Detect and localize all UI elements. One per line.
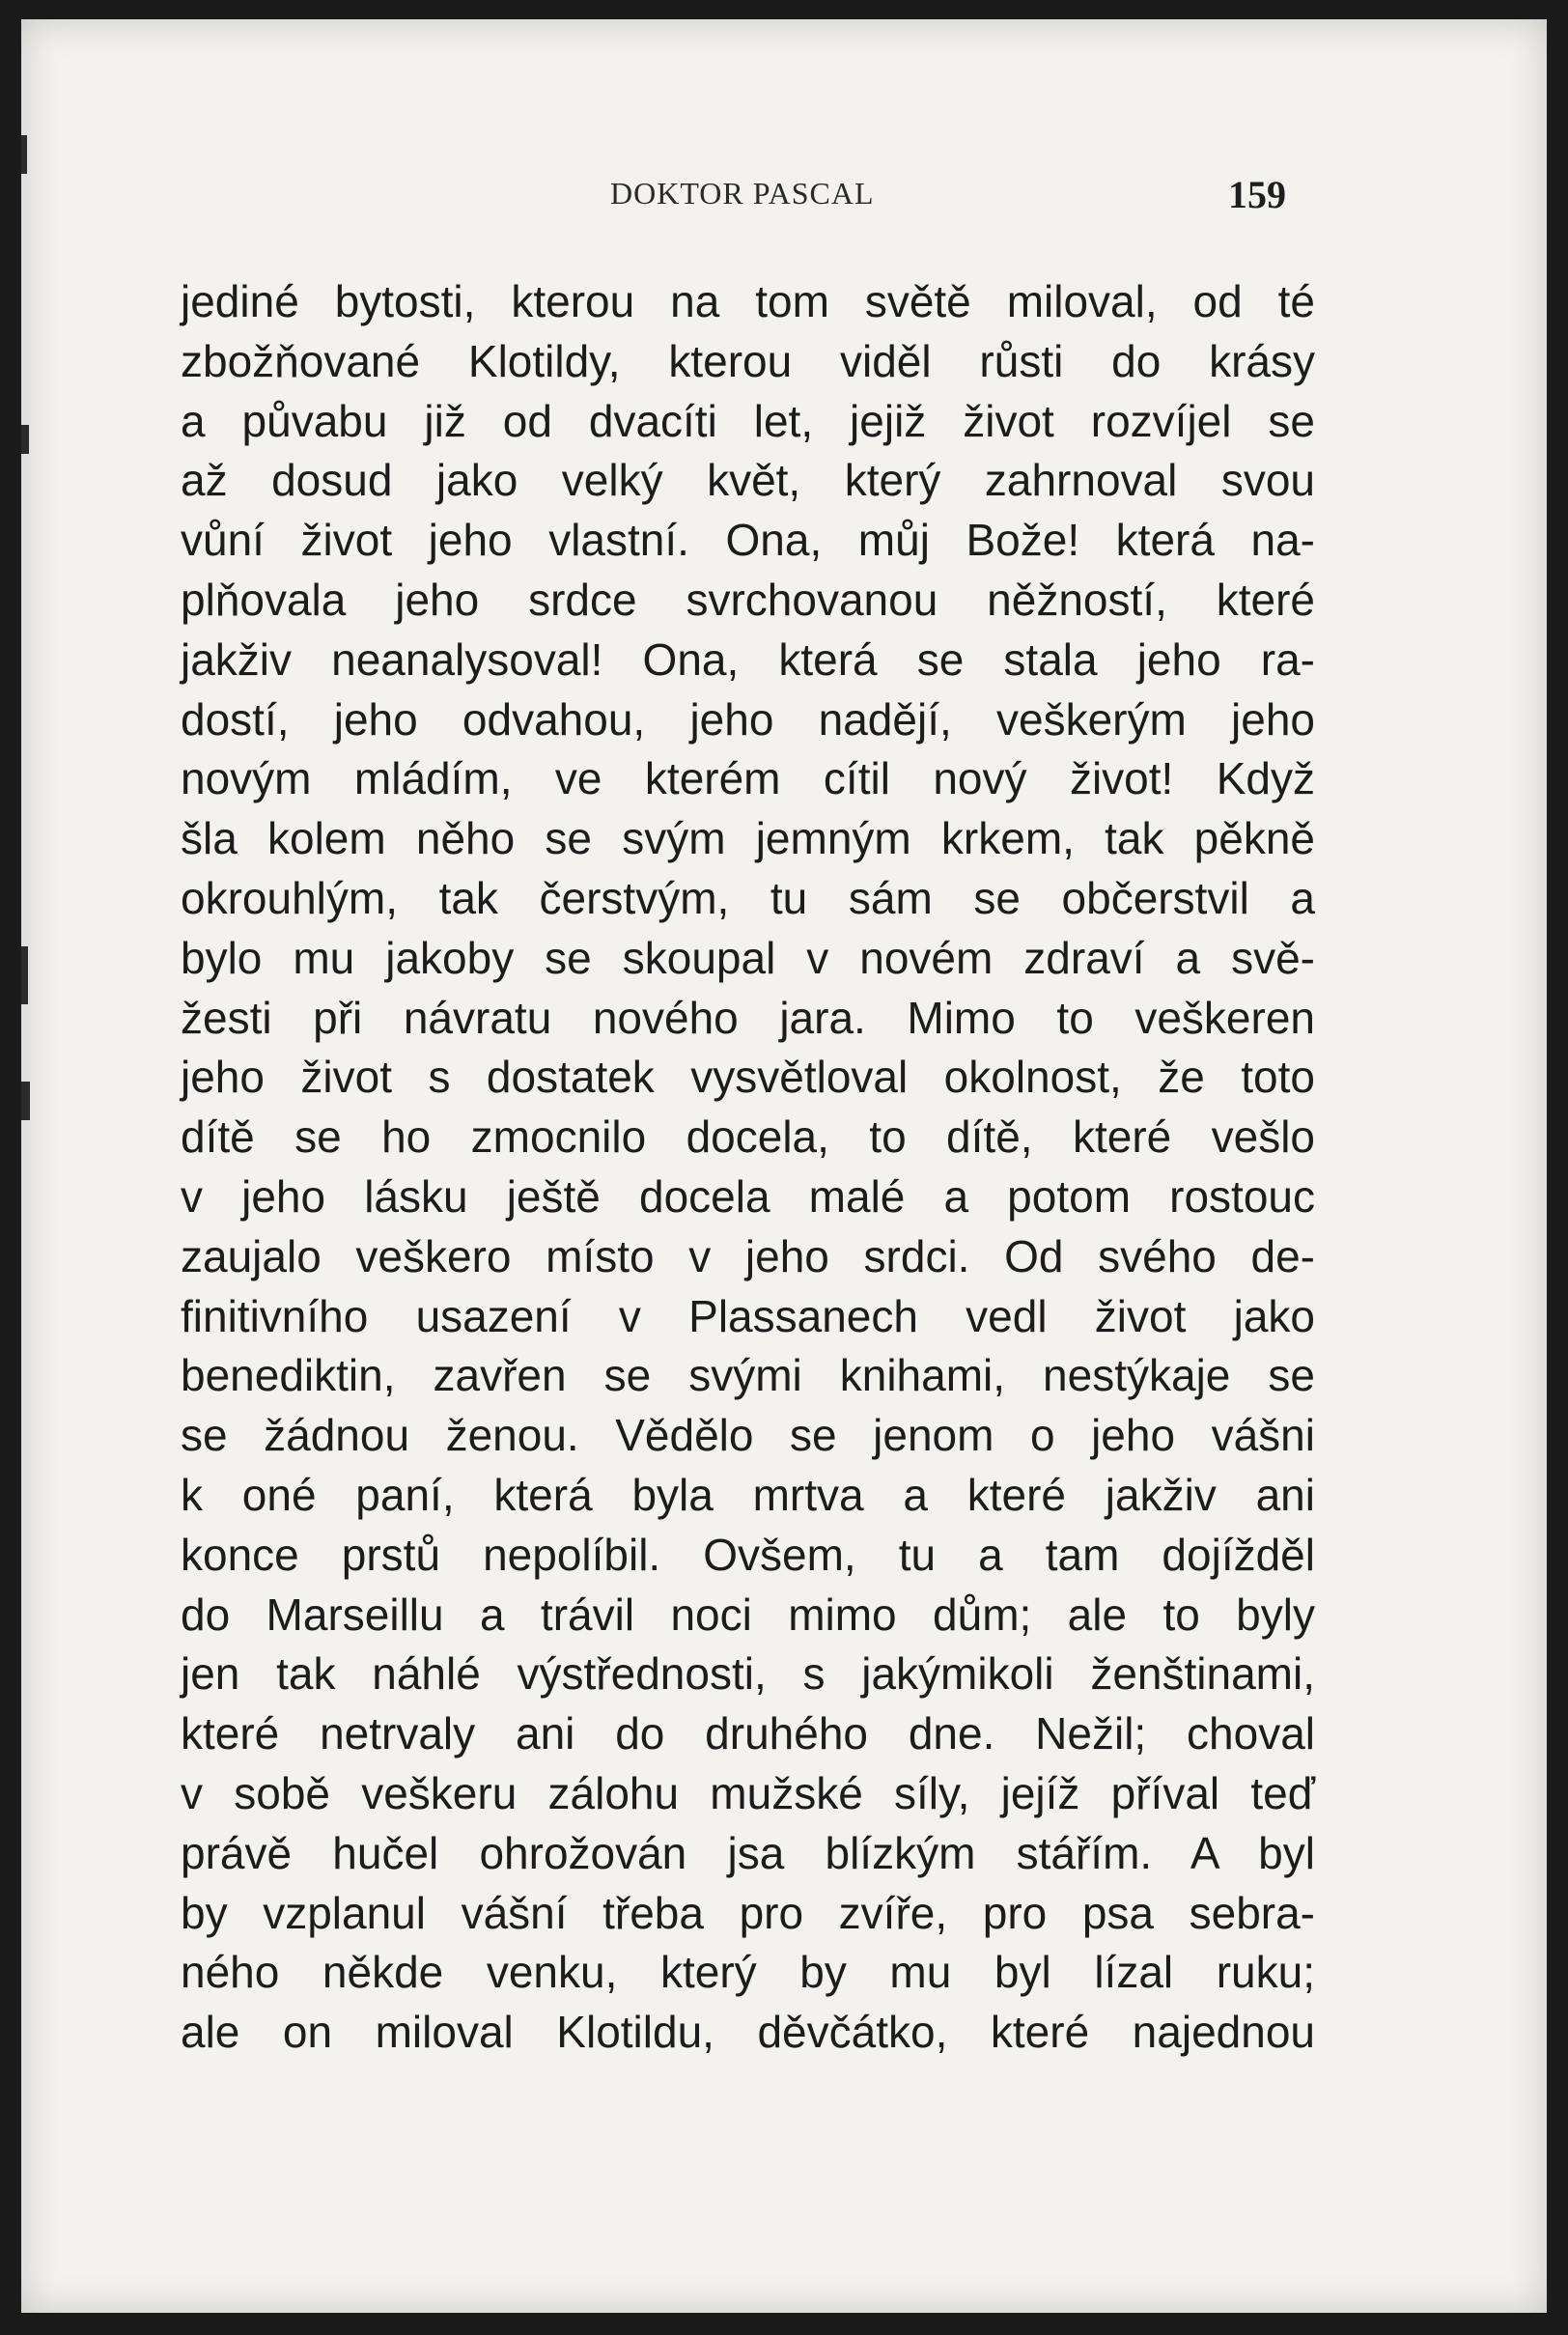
running-title: DOKTOR PASCAL — [610, 176, 875, 211]
text-line: bylo mu jakoby se skoupal v novém zdraví a svě- — [181, 932, 1315, 983]
binding-mark — [21, 425, 29, 454]
text-line: zaujalo veškero místo v jeho srdci. Od svého de- — [181, 1230, 1315, 1281]
body-text — [181, 272, 1315, 2063]
text-line: jakživ neanalysoval! Ona, která se stala jeho ra- — [181, 633, 1315, 685]
text-line: jeho život s dostatek vysvětloval okolnost, že toto — [181, 1052, 1315, 1103]
text-line: a půvabu již od dvacíti let, jejiž život rozvíjel se — [181, 395, 1315, 446]
text-line: novým mládím, ve kterém cítil nový život! Když — [181, 753, 1315, 804]
text-line: vůní život jeho vlastní. Ona, můj Bože! která na- — [181, 515, 1315, 566]
text-line: ale on miloval Klotildu, děvčátko, které najednou — [181, 2007, 1315, 2058]
text-line: právě hučel ohrožován jsa blízkým stářím. A byl — [181, 1827, 1315, 1878]
text-line: benediktin, zavřen se svými knihami, nestýkaje se — [181, 1350, 1315, 1401]
text-line: jen tak náhlé výstřednosti, s jakýmikoli ženštinami, — [181, 1648, 1315, 1700]
binding-mark — [21, 946, 28, 1004]
binding-mark — [21, 1082, 30, 1120]
text-line: až dosud jako velký květ, který zahrnoval svou — [181, 455, 1315, 506]
text-line: které netrvaly ani do druhého dne. Nežil; choval — [181, 1708, 1315, 1759]
text-line: ného někde venku, který by mu byl lízal ruku; — [181, 1947, 1315, 1998]
page-number: 159 — [1228, 173, 1286, 216]
text-line: v jeho lásku ještě docela malé a potom rostouc — [181, 1170, 1315, 1222]
text-line: okrouhlým, tak čerstvým, tu sám se občerstvil a — [181, 872, 1315, 923]
text-line: se žádnou ženou. Vědělo se jenom o jeho vášni — [181, 1410, 1315, 1461]
text-line: žesti při návratu nového jara. Mimo to veškeren — [181, 992, 1315, 1043]
text-line: finitivního usazení v Plassanech vedl život jako — [181, 1290, 1315, 1341]
binding-mark — [21, 135, 27, 174]
text-line: do Marseillu a trávil noci mimo dům; ale to byly — [181, 1589, 1315, 1640]
text-line: dostí, jeho odvahou, jeho nadějí, veškerým jeho — [181, 693, 1315, 745]
text-line: šla kolem něho se svým jemným krkem, tak pěkně — [181, 813, 1315, 864]
text-line: dítě se ho zmocnilo docela, to dítě, které vešlo — [181, 1111, 1315, 1163]
text-line: by vzplanul vášní třeba pro zvíře, pro psa sebra- — [181, 1887, 1315, 1938]
text-line: konce prstů nepolíbil. Ovšem, tu a tam dojížděl — [181, 1529, 1315, 1580]
text-line: jediné bytosti, kterou na tom světě miloval, od té — [181, 276, 1315, 326]
text-line: plňovala jeho srdce svrchovanou něžností, které — [181, 574, 1315, 625]
text-line: k oné paní, která byla mrtva a které jakživ ani — [181, 1469, 1315, 1520]
paper-sheet — [21, 19, 1547, 2313]
text-line: v sobě veškeru zálohu mužské síly, jejíž příval teď — [181, 1767, 1315, 1818]
text-line: zbožňované Klotildy, kterou viděl růsti do krásy — [181, 335, 1315, 386]
